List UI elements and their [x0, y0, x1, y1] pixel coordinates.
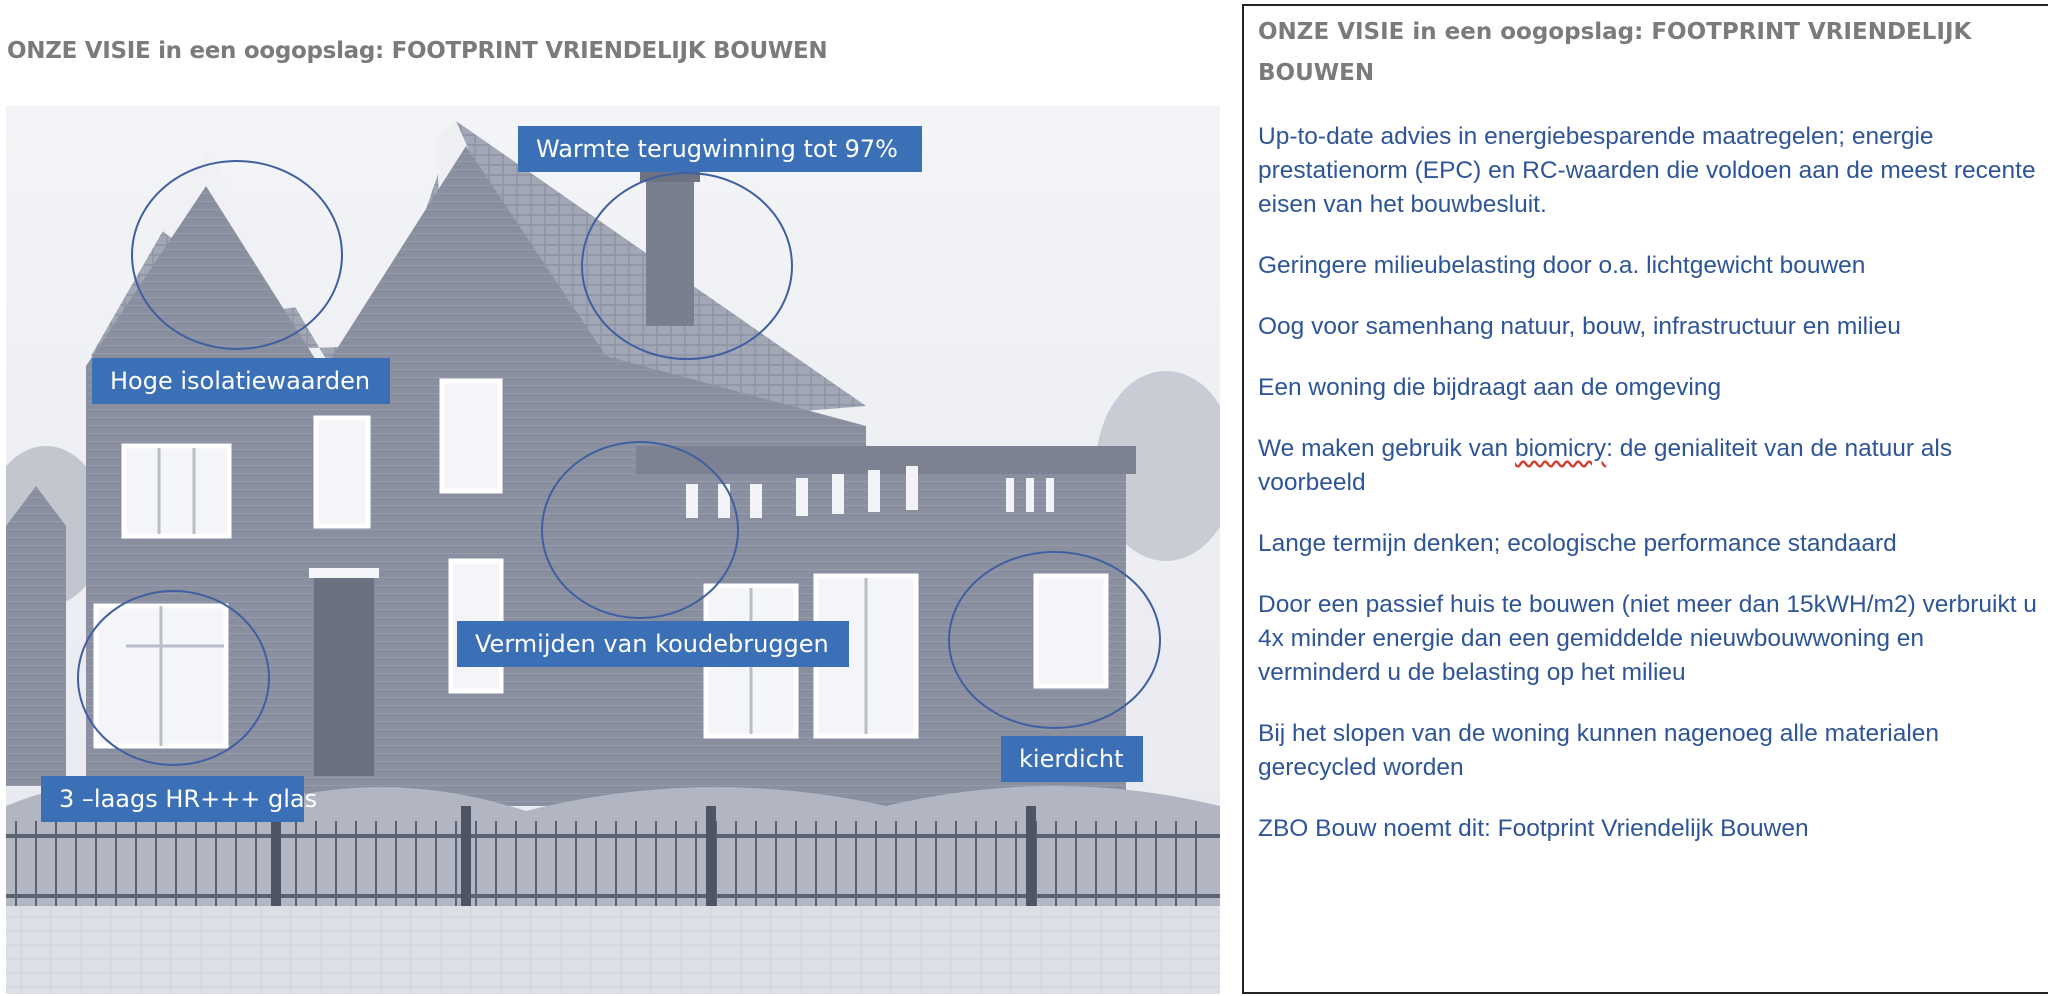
frame-highlight-ring: [948, 551, 1161, 729]
callout-triple-glass: 3 –laags HR+++ glas: [41, 776, 304, 822]
list-item-text: : de genialiteit van de natuur als voorbeeld: [1258, 435, 1953, 496]
list-item-text: We maken gebruik van: [1258, 435, 1515, 462]
list-item: Lange termijn denken; ecologische performance standaard: [1258, 530, 1897, 557]
wall-highlight-ring: [541, 441, 739, 619]
vision-list: [1258, 120, 2038, 873]
callout-insulation: Hoge isolatiewaarden: [92, 358, 390, 404]
list-item: ZBO Bouw noemt dit: Footprint Vriendelijk Bouwen: [1258, 815, 1809, 842]
list-item: Bij het slopen van de woning kunnen nagenoeg alle materialen gerecycled worden: [1258, 720, 1940, 781]
callout-heat-recovery: Warmte terugwinning tot 97%: [518, 126, 922, 172]
callout-airtight: kierdicht: [1001, 736, 1143, 782]
list-item: Geringere milieubelasting door o.a. lichtgewicht bouwen: [1258, 252, 1866, 279]
list-item: Een woning die bijdraagt aan de omgeving: [1258, 374, 1722, 401]
window-highlight-ring: [77, 590, 270, 766]
panel-title: ONZE VISIE in een oogopslag: FOOTPRINT VRIENDELIJK BOUWEN: [1258, 19, 1972, 86]
list-item: [1258, 432, 2038, 500]
chimney-highlight-ring: [581, 172, 793, 360]
callout-thermal-bridges: Vermijden van koudebruggen: [457, 621, 849, 667]
vision-text-panel: [1242, 4, 2048, 994]
list-item: Up-to-date advies in energiebesparende maatregelen; energie prestatienorm (EPC) en RC-waarden die voldoen aan de meest recente eisen van het bouwbesluit.: [1258, 123, 2036, 218]
misspelled-word[interactable]: biomicry: [1514, 435, 1607, 462]
slide-title: ONZE VISIE in een oogopslag: FOOTPRINT VRIENDELIJK BOUWEN: [7, 38, 828, 64]
list-item: Door een passief huis te bouwen (niet meer dan 15kWH/m2) verbruikt u 4x minder energie dan een gemiddelde nieuwbouwwoning en verminderd u de belasting op het milieu: [1258, 591, 2037, 686]
roof-highlight-ring: [131, 160, 343, 350]
list-item: Oog voor samenhang natuur, bouw, infrastructuur en milieu: [1258, 313, 1901, 340]
